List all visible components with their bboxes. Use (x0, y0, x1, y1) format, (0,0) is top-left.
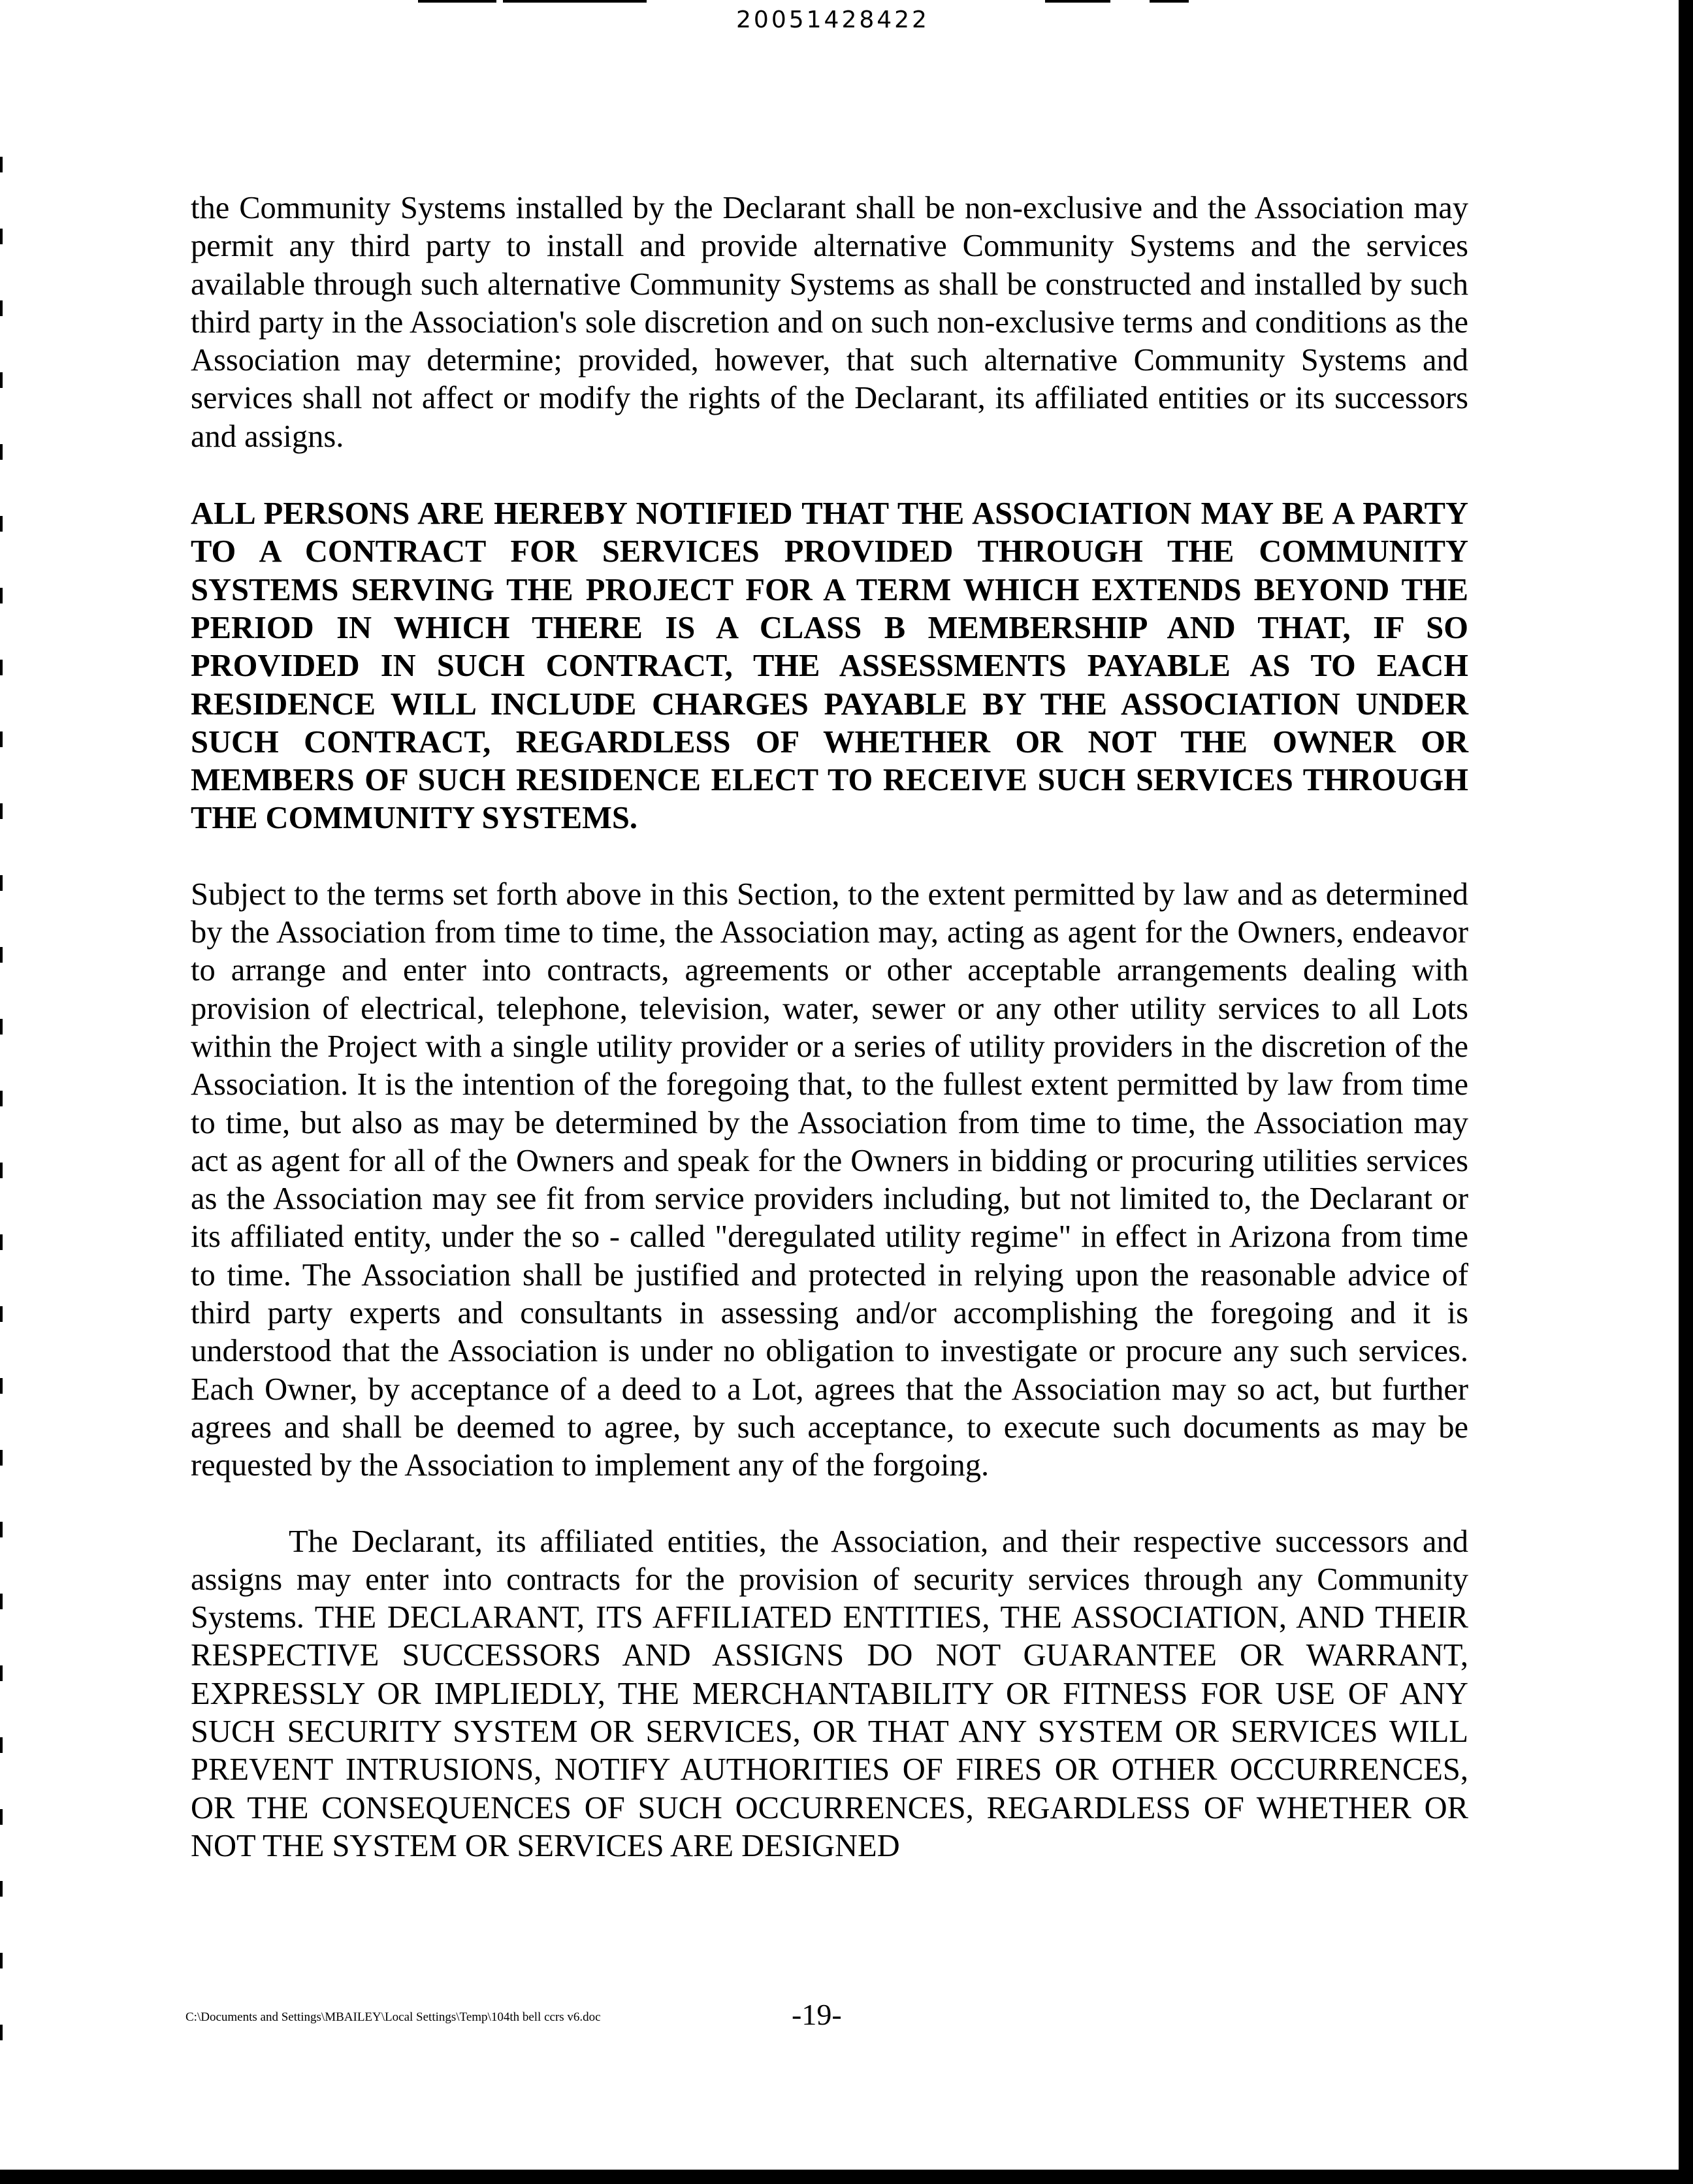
scan-top-rule (1045, 0, 1110, 3)
scan-edge-bottom (0, 2170, 1693, 2184)
document-body (191, 189, 1468, 1865)
scan-top-rule (418, 0, 496, 3)
document-number: 20051428422 (736, 7, 929, 33)
footer-page-number: -19- (792, 1998, 842, 2031)
paragraph-security-services: The Declarant, its affiliated entities, the Association, and their respective successors and assigns may enter into contracts for the provision of security services through any Community Systems. THE DECLARANT, ITS AFFILIATED ENTITIES, THE ASSOCIATION, AND THEIR RESPECTIVE SUCCESSORS AND ASSIGNS DO NOT GUARANTEE OR WARRANT, EXPRESSLY OR IMPLIEDLY, THE MERCHANTABILITY OR FITNESS FOR USE OF ANY SUCH SECURITY SYSTEM OR SERVICES, OR THAT ANY SYSTEM OR SERVICES WILL PREVENT INTRUSIONS, NOTIFY AUTHORITIES OF FIRES OR OTHER OCCURRENCES, OR THE CONSEQUENCES OF SUCH OCCURRENCES, REGARDLESS OF WHETHER OR NOT THE SYSTEM OR SERVICES ARE DESIGNED (191, 1524, 1468, 1863)
scan-left-edge-marks (0, 157, 3, 2051)
paragraph-community-systems: the Community Systems installed by the Declarant shall be non-exclusive and the Association may permit any third party to install and provide alternative Community Systems and the services available through such alternative Community Systems as shall be constructed and installed by such third party in the Association's sole discretion and on such non-exclusive terms and conditions as the Association may determine; provided, however, that such alternative Community Systems and services shall not affect or modify the rights of the Declarant, its affiliated entities or its successors and assigns. (191, 191, 1468, 454)
paragraph-utility-services: Subject to the terms set forth above in this Section, to the extent permitted by law and as determined by the Association from time to time, the Association may, acting as agent for the Owners, endeavor to arrange and enter into contracts, agreements or other acceptable arrangements dealing with provision of electrical, telephone, television, water, sewer or any other utility services to all Lots within the Project with a single utility provider or a series of utility providers in the discretion of the Association. It is the intention of the foregoing that, to the fullest extent permitted by law from time to time, but also as may be determined by the Association from time to time, the Association may act as agent for all of the Owners and speak for the Owners in bidding or procuring utilities services as the Association may see fit from service providers including, but not limited to, the Declarant or its affiliated entity, under the so - called "deregulated utility regime" in effect in Arizona from time to time. The Association shall be justified and protected in relying upon the reasonable advice of third party experts and consultants in assessing and/or accomplishing the foregoing and it is understood that the Association is under no obligation to investigate or procure any such services. Each Owner, by acceptance of a deed to a Lot, agrees that the Association may so act, but further agrees and shall be deemed to agree, by such acceptance, to execute such documents as may be requested by the Association to implement any of the forgoing. (191, 876, 1468, 1483)
scan-top-rule (1150, 0, 1189, 3)
scan-edge-right (1679, 0, 1693, 2184)
paragraph-notice-bold: ALL PERSONS ARE HEREBY NOTIFIED THAT THE ASSOCIATION MAY BE A PARTY TO A CONTRACT FOR SERVICES PROVIDED THROUGH THE COMMUNITY SYSTEMS SERVING THE PROJECT FOR A TERM WHICH EXTENDS BEYOND THE PERIOD IN WHICH THERE IS A CLASS B MEMBERSHIP AND THAT, IF SO PROVIDED IN SUCH CONTRACT, THE ASSESSMENTS PAYABLE AS TO EACH RESIDENCE WILL INCLUDE CHARGES PAYABLE BY THE ASSOCIATION UNDER SUCH CONTRACT, REGARDLESS OF WHETHER OR NOT THE OWNER OR MEMBERS OF SUCH RESIDENCE ELECT TO RECEIVE SUCH SERVICES THROUGH THE COMMUNITY SYSTEMS. (191, 496, 1468, 836)
scan-top-rule (503, 0, 647, 3)
footer-file-path: C:\Documents and Settings\MBAILEY\Local Settings\Temp\104th bell ccrs v6.doc (185, 2010, 601, 2024)
